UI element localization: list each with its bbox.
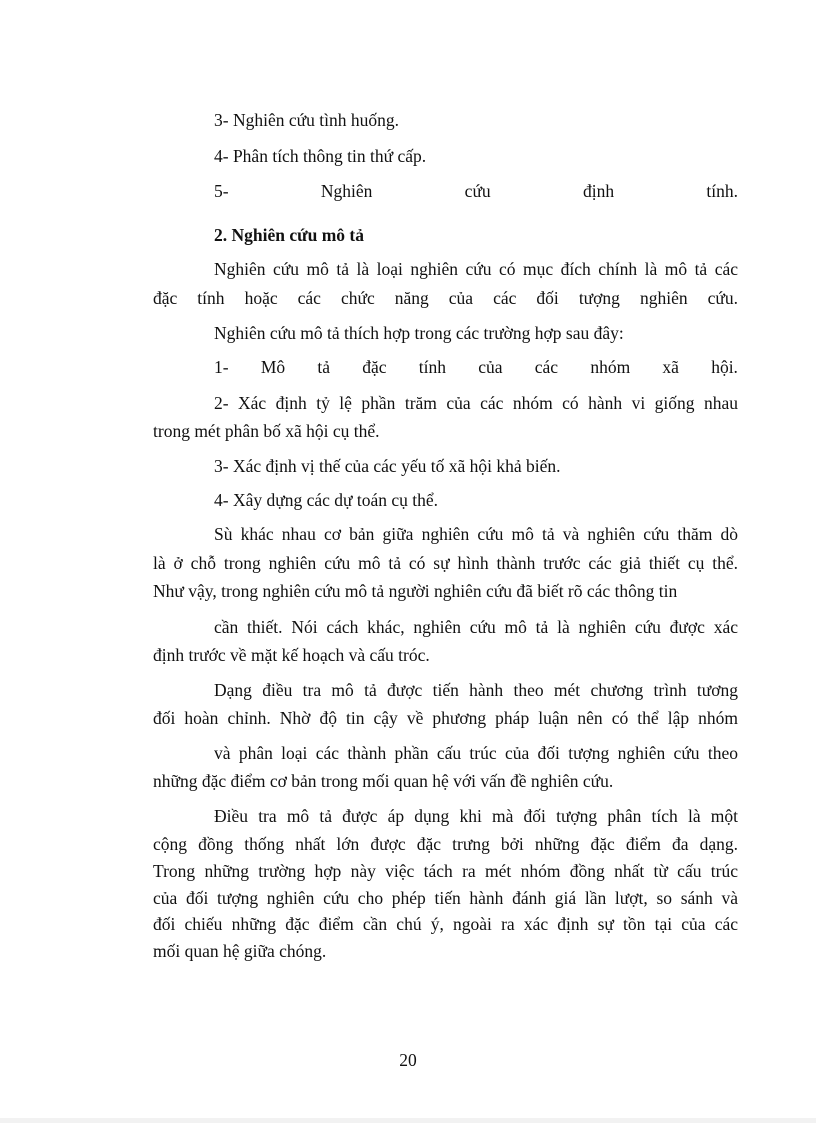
list-item-4-estimates: 4- Xây dựng các dự toán cụ thể. bbox=[214, 490, 439, 510]
list-item-3-case-study: 3- Nghiên cứu tình huống. bbox=[214, 110, 399, 130]
list-item-5-qualitative bbox=[214, 180, 738, 202]
paragraph-line: Trong những trường hợp này việc tách ra mét nhóm đồng nhất từ cấu trúc bbox=[153, 861, 738, 881]
page-bottom-edge bbox=[0, 1118, 816, 1123]
paragraph-line: những đặc điểm cơ bản trong mối quan hệ với vấn đề nghiên cứu. bbox=[153, 771, 614, 791]
word: các bbox=[534, 357, 559, 377]
paragraph-line: trong mét phân bố xã hội cụ thể. bbox=[153, 421, 380, 441]
paragraph-line: của đối tượng nghiên cứu cho phép tiến hành đánh giá lần lượt, so sánh và bbox=[153, 888, 738, 908]
word: tả bbox=[317, 357, 330, 377]
word: cứu bbox=[464, 181, 491, 201]
paragraph-line: Nghiên cứu mô tả là loại nghiên cứu có mục đích chính là mô tả các bbox=[214, 259, 738, 279]
page-number: 20 bbox=[399, 1050, 417, 1070]
paragraph-line: Sù khác nhau cơ bản giữa nghiên cứu mô tả và nghiên cứu thăm dò bbox=[214, 524, 738, 544]
paragraph-line: đối hoàn chỉnh. Nhờ độ tin cậy về phương pháp luận nên có thể lập nhóm bbox=[153, 708, 738, 728]
paragraph-line: là ở chỗ trong nghiên cứu mô tả có sự hình thành trước các giả thiết cụ thể. bbox=[153, 553, 738, 573]
paragraph-line: đối chiếu những đặc điểm cần chú ý, ngoài ra xác định sự tồn tại của các bbox=[153, 914, 738, 934]
paragraph-line: mối quan hệ giữa chóng. bbox=[153, 941, 327, 961]
paragraph-line: Điều tra mô tả được áp dụng khi mà đối tượng phân tích là một bbox=[214, 806, 738, 826]
paragraph-line: định trước về mặt kế hoạch và cấu tróc. bbox=[153, 645, 430, 665]
word: Mô bbox=[260, 357, 286, 377]
list-item-1-describe bbox=[214, 356, 738, 378]
word: 5- bbox=[214, 181, 229, 201]
word: đặc bbox=[362, 357, 387, 377]
word: nhóm bbox=[590, 357, 631, 377]
paragraph-line: cần thiết. Nói cách khác, nghiên cứu mô tả là nghiên cứu được xác bbox=[214, 617, 738, 637]
paragraph-line: Nghiên cứu mô tả thích hợp trong các trường hợp sau đây: bbox=[214, 323, 624, 343]
list-item-3-position: 3- Xác định vị thế của các yếu tố xã hội khả biến. bbox=[214, 456, 561, 476]
word: định bbox=[582, 181, 615, 201]
paragraph-line: và phân loại các thành phần cấu trúc của đối tượng nghiên cứu theo bbox=[214, 743, 738, 763]
list-item-2-percentage: 2- Xác định tỷ lệ phần trăm của các nhóm có hành vi giống nhau bbox=[214, 393, 738, 413]
section-heading: 2. Nghiên cứu mô tả bbox=[214, 225, 365, 245]
word: của bbox=[478, 357, 503, 377]
word: hội. bbox=[711, 357, 738, 377]
word: xã bbox=[662, 357, 679, 377]
word: tính bbox=[418, 357, 446, 377]
paragraph-line: cộng đồng thống nhất lớn được đặc trưng bởi những đặc điểm đa dạng. bbox=[153, 834, 738, 854]
paragraph-line: Như vậy, trong nghiên cứu mô tả người nghiên cứu đã biết rõ các thông tin bbox=[153, 581, 678, 601]
word: Nghiên bbox=[320, 181, 373, 201]
word: tính. bbox=[706, 181, 738, 201]
paragraph-line: Dạng điều tra mô tả được tiến hành theo mét chương trình tương bbox=[214, 680, 738, 700]
word: 1- bbox=[214, 357, 229, 377]
paragraph-line: đặc tính hoặc các chức năng của các đối tượng nghiên cứu. bbox=[153, 288, 738, 308]
list-item-4-secondary-data: 4- Phân tích thông tin thứ cấp. bbox=[214, 146, 427, 166]
